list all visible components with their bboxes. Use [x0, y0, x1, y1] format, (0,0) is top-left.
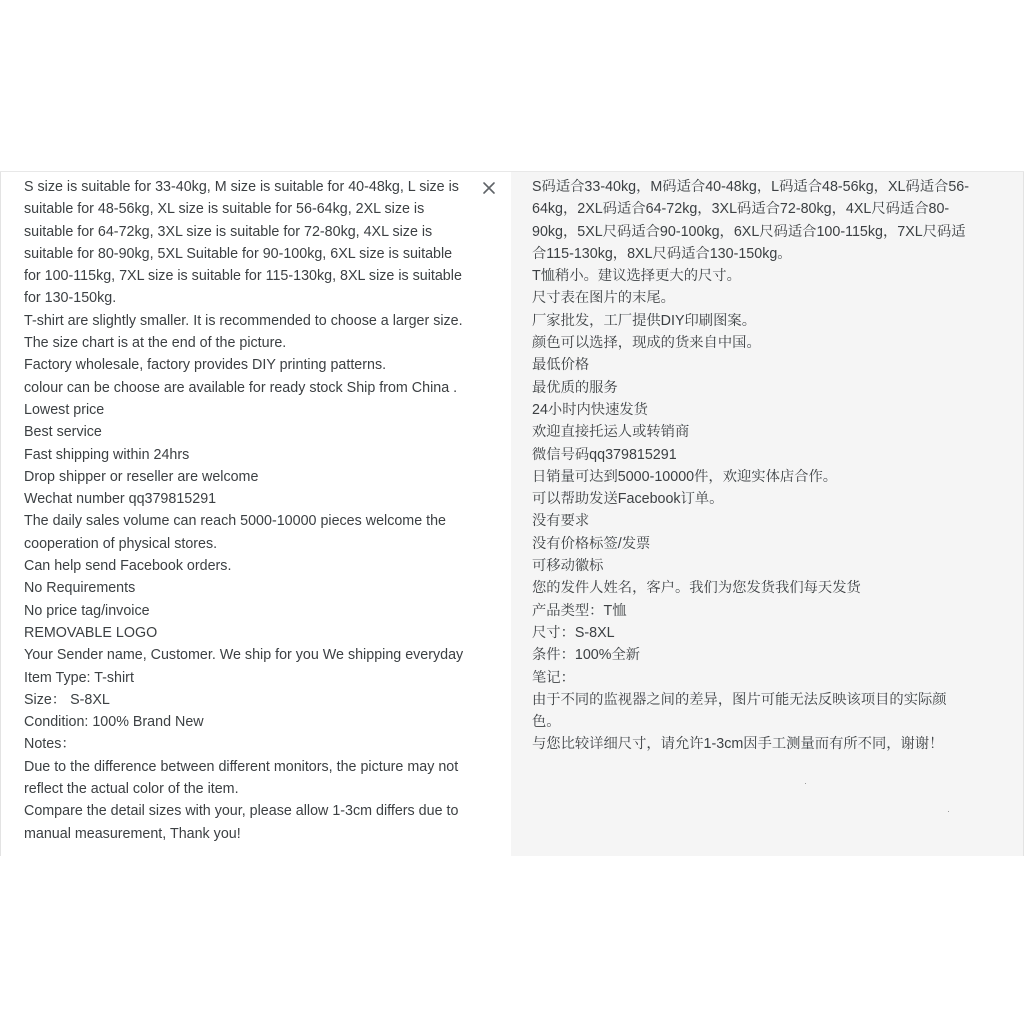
- speck-mark: [948, 811, 949, 812]
- source-text-line: suitable for 48-56kg, XL size is suitable for 56-64kg, 2XL size is: [24, 201, 425, 218]
- source-text-line: The size chart is at the end of the picture.: [24, 335, 287, 352]
- translated-text-line: 笔记：: [532, 669, 575, 686]
- translated-text-line: 产品类型：T恤: [532, 602, 627, 619]
- source-text-line: No Requirements: [24, 580, 136, 597]
- source-text-line: Fast shipping within 24hrs: [24, 446, 190, 463]
- source-text-line: for 100-115kg, 7XL size is suitable for 115-130kg, 8XL size is suitable: [24, 268, 462, 285]
- source-text-line: The daily sales volume can reach 5000-10000 pieces welcome the: [24, 513, 447, 530]
- translated-text-line: 可移动徽标: [532, 558, 604, 575]
- translated-text-pane: [511, 172, 1024, 856]
- source-text-line: for 130-150kg.: [24, 290, 117, 307]
- source-text-line: cooperation of physical stores.: [24, 535, 218, 552]
- translated-text-line: 可以帮助发送Facebook订单。: [532, 491, 724, 508]
- source-text-line: Due to the difference between different monitors, the picture may not: [24, 758, 459, 775]
- translated-text-line: 条件：100%全新: [532, 647, 641, 664]
- translated-text-line: 与您比较详细尺寸，请允许1-3cm因手工测量而有所不同，谢谢！: [532, 736, 944, 753]
- source-text-line: Notes：: [24, 736, 76, 753]
- source-text-line: Can help send Facebook orders.: [24, 558, 232, 575]
- source-text-line: manual measurement, Thank you!: [24, 825, 241, 842]
- source-text-line: Your Sender name, Customer. We ship for you We shipping everyday: [24, 647, 464, 664]
- translated-text-line: 尺寸表在图片的末尾。: [532, 290, 675, 307]
- source-text-line: Compare the detail sizes with your, please allow 1-3cm differs due to: [24, 803, 459, 820]
- source-text-line: Best service: [24, 424, 102, 441]
- source-text-line: S size is suitable for 33-40kg, M size is suitable for 40-48kg, L size is: [24, 179, 459, 195]
- translated-text-line: 24小时内快速发货: [532, 401, 648, 418]
- source-text-line: REMOVABLE LOGO: [24, 624, 158, 641]
- translated-text-line: 由于不同的监视器之间的差异，图片可能无法反映该项目的实际颜: [532, 691, 947, 708]
- source-text-line: Condition: 100% Brand New: [24, 714, 204, 731]
- translated-text-line: 最低价格: [532, 357, 590, 374]
- translation-panel: [0, 171, 1024, 856]
- translated-text-line: 没有价格标签/发票: [532, 535, 651, 552]
- translated-text-line: 日销量可达到5000-10000件，欢迎实体店合作。: [532, 468, 838, 485]
- translated-text: [532, 176, 992, 756]
- source-text-line: Factory wholesale, factory provides DIY printing patterns.: [24, 357, 387, 374]
- translated-text-line: 颜色可以选择，现成的货来自中国。: [532, 335, 761, 352]
- source-text-line: Lowest price: [24, 401, 105, 418]
- source-text-line: T-shirt are slightly smaller. It is recommended to choose a larger size.: [24, 312, 463, 329]
- translated-text-line: T恤稍小。建议选择更大的尺寸。: [532, 268, 741, 285]
- translated-text-line: 厂家批发，工厂提供DIY印刷图案。: [532, 312, 756, 329]
- translated-text-line: 合115-130kg，8XL尺码适合130-150kg。: [532, 245, 792, 262]
- source-text-line: suitable for 80-90kg, 5XL Suitable for 90-100kg, 6XL size is suitable: [24, 245, 453, 262]
- translated-text-line: S码适合33-40kg，M码适合40-48kg，L码适合48-56kg，XL码适合56-: [532, 179, 969, 195]
- source-text[interactable]: [24, 176, 474, 845]
- translated-text-line: 欢迎直接托运人或转销商: [532, 424, 690, 441]
- source-text-line: suitable for 64-72kg, 3XL size is suitable for 72-80kg, 4XL size is: [24, 223, 433, 240]
- translated-text-line: 没有要求: [532, 513, 590, 530]
- close-icon: [479, 178, 499, 198]
- speck-mark: [805, 783, 806, 784]
- translated-text-line: 您的发件人姓名，客户。我们为您发货我们每天发货: [532, 580, 861, 597]
- source-text-line: Item Type: T-shirt: [24, 669, 134, 686]
- translated-text-line: 90kg，5XL尺码适合90-100kg，6XL尺码适合100-115kg，7XL尺码适: [532, 223, 966, 240]
- source-text-line: Drop shipper or reseller are welcome: [24, 468, 259, 485]
- clear-source-button[interactable]: [479, 178, 499, 198]
- source-text-line: reflect the actual color of the item.: [24, 781, 239, 798]
- translated-text-line: 最优质的服务: [532, 379, 618, 396]
- source-text-line: Size： S-8XL: [24, 691, 110, 708]
- translated-text-line: 微信号码qq379815291: [532, 446, 677, 463]
- source-text-line: colour can be choose are available for ready stock Ship from China .: [24, 379, 458, 396]
- source-text-line: Wechat number qq379815291: [24, 491, 217, 508]
- source-text-pane[interactable]: [0, 172, 511, 856]
- translated-text-line: 尺寸：S-8XL: [532, 624, 615, 641]
- translated-text-line: 色。: [532, 714, 561, 731]
- source-text-line: No price tag/invoice: [24, 602, 150, 619]
- translated-text-line: 64kg，2XL码适合64-72kg，3XL码适合72-80kg，4XL尺码适合80-: [532, 201, 950, 218]
